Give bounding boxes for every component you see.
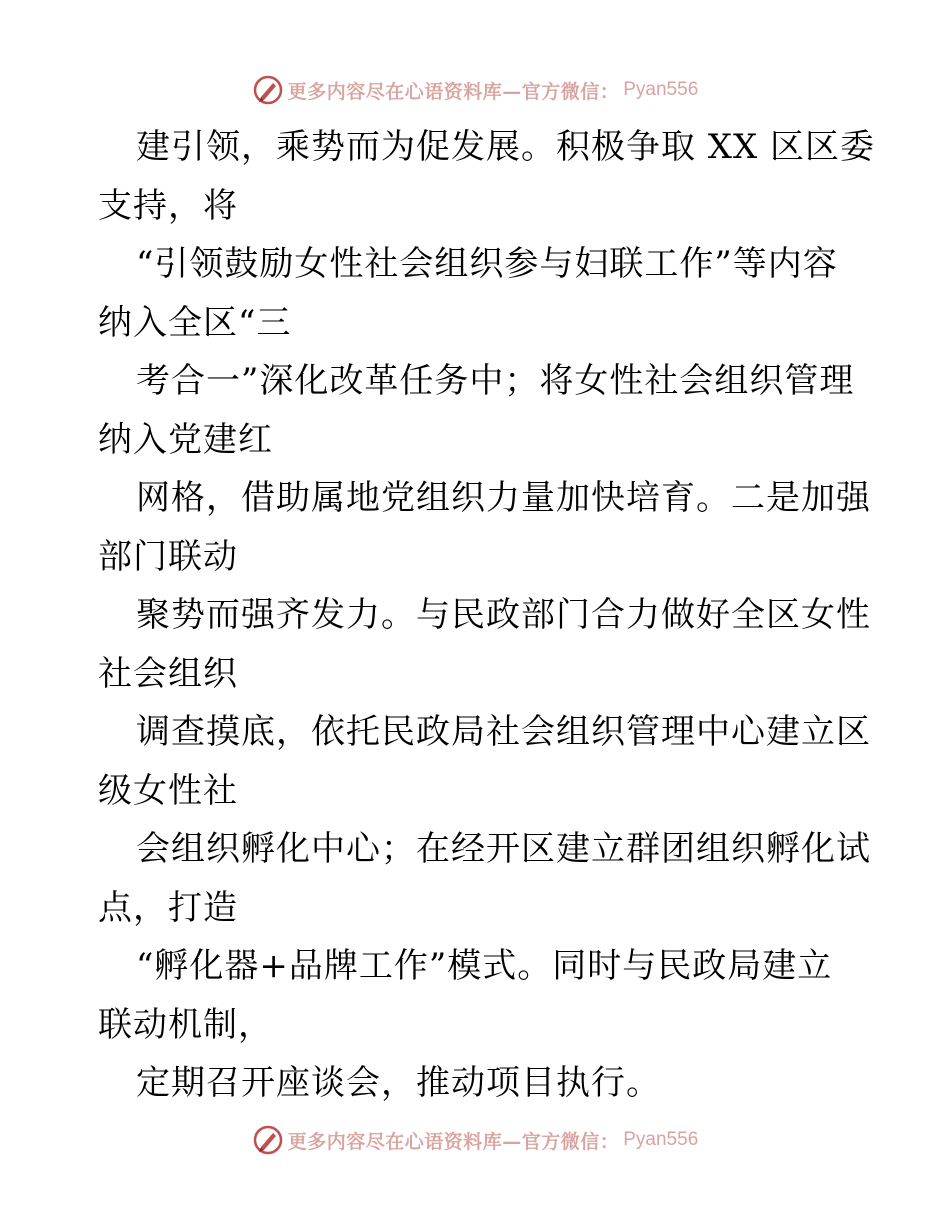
text-line: 考合一”深化改革任务中；将女性社会组织管理 [136,361,855,401]
text-line: 会组织孵化中心；在经开区建立群团组织孵化试 [136,829,871,869]
text-line: 支持，将 [98,185,238,226]
text-line: 纳入党建红 [98,419,273,460]
text-line: 定期召开座谈会，推动项目执行。 [136,1063,661,1103]
watermark-text: 更多内容尽在心语资料库—官方微信： [287,1130,620,1153]
watermark-text: 更多内容尽在心语资料库—官方微信： [287,80,620,103]
text-line: 点，打造 [98,887,238,928]
text-line: 聚势而强齐发力。与民政部门合力做好全区女性 [136,595,871,635]
text-line: 纳入全区“三 [98,302,292,343]
pen-logo-icon [252,74,284,106]
text-line: 调查摸底，依托民政局社会组织管理中心建立区 [136,712,871,752]
text-line: 建引领，乘势而为促发展。积极争取 XX 区区委 [136,127,876,167]
text-line: 社会组织 [98,653,238,694]
text-line: 网格，借助属地党组织力量加快培育。二是加强 [136,478,871,518]
text-line: “引领鼓励女性社会组织参与妇联工作”等内容 [136,244,838,284]
text-line: 联动机制， [98,1004,273,1045]
pen-logo-icon [252,1124,284,1156]
text-line: 部门联动 [98,536,238,577]
watermark-handle: Pyan556 [623,1129,699,1150]
text-line: “孵化器+品牌工作”模式。同时与民政局建立 [136,946,833,986]
document-body [98,118,876,1113]
text-line: 级女性社 [98,770,238,811]
watermark-handle: Pyan556 [623,79,699,100]
header-watermark [0,70,950,110]
footer-watermark [0,1120,950,1160]
